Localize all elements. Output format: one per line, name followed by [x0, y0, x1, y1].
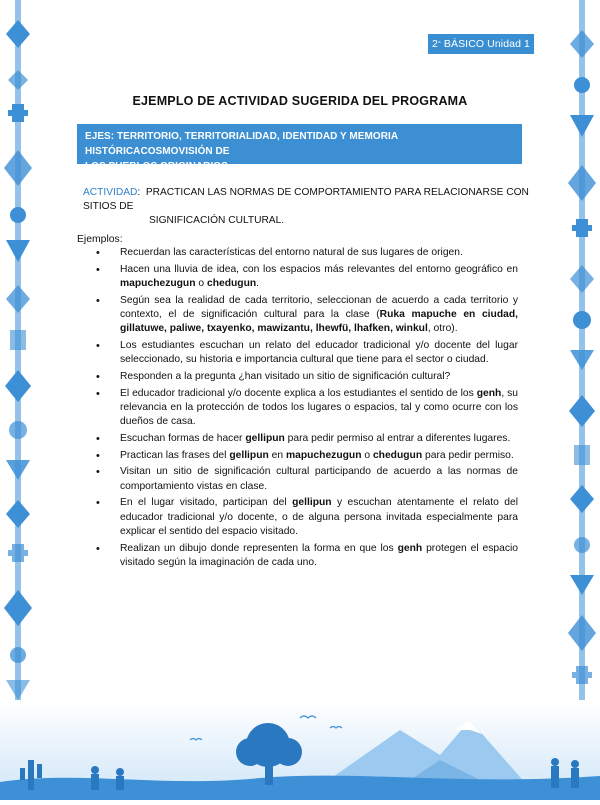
list-item	[96, 370, 518, 384]
item-text: Visitan un sitio de significación cultural participando de acuerdo a las normas de comportamiento vistas en clase.	[120, 466, 518, 492]
page-title: EJEMPLO DE ACTIVIDAD SUGERIDA DEL PROGRAMA	[132, 94, 468, 108]
item-text: para pedir permiso.	[422, 449, 514, 461]
examples-list	[96, 246, 518, 573]
item-text: y escuchan atentamente el relato del educador tradicional y/o docente, o de alguna persona invitada especialmente para explicar el sentido del espacio visitado.	[120, 497, 518, 537]
ejes-line-2: LOS PUEBLOS ORIGINARIOS	[85, 161, 228, 172]
list-item	[96, 465, 518, 494]
item-term: gellipun	[292, 497, 332, 509]
item-text: o	[195, 278, 207, 289]
item-term: genh	[397, 542, 423, 554]
item-term: Ruka mapuche en ciudad, gillatuwe, paliwe, txayenko, mawizantu, lhewfü, lhafken, winkul	[120, 309, 519, 335]
item-text: Según sea la realidad de cada territorio, seleccionan de acuerdo a cada territorio y contexto, el de significación cultural para la clase (	[120, 294, 518, 320]
list-item	[96, 339, 518, 368]
activity-line-1: PRACTICAN LAS NORMAS DE COMPORTAMIENTO PARA RELACIONARSE CON SITIOS DE	[83, 187, 529, 212]
item-term: chedugun	[372, 449, 423, 461]
list-item	[96, 542, 518, 571]
ejes-line-1: EJES: TERRITORIO, TERRITORIALIDAD, IDENTIDAD Y MEMORIA HISTÓRICACOSMOVISIÓN DE	[85, 131, 398, 157]
list-item	[96, 263, 518, 292]
item-term: genh	[476, 387, 502, 399]
item-text: El educador tradicional y/o docente explica a los estudiantes el sentido de los	[120, 387, 477, 399]
item-text: Los estudiantes escuchan un relato del educador tradicional y/o docente del lugar seleccionado, su historia e importancia cultural que tiene para el sector o ciudad.	[120, 340, 518, 366]
item-text: o	[361, 449, 373, 461]
item-text: , otro).	[427, 323, 458, 335]
activity-label: ACTIVIDAD	[83, 187, 138, 198]
item-term: gellipun	[229, 449, 269, 461]
grade-unit-badge	[428, 34, 534, 54]
list-item	[96, 387, 518, 430]
item-text: Recuerdan las características del entorno natural de sus lugares de origen.	[120, 247, 463, 258]
activity-block: ACTIVIDAD: PRACTICAN LAS NORMAS DE COMPORTAMIENTO PARA RELACIONARSE CON SITIOS DE SIGNIFICACIÓN CULTURAL.	[83, 186, 533, 228]
list-item	[96, 449, 518, 463]
badge-text: BÁSICO Unidad 1	[440, 38, 530, 50]
examples-label: Ejemplos:	[77, 234, 123, 245]
item-text: Responden a la pregunta ¿han visitado un sitio de significación cultural?	[120, 371, 451, 382]
badge-degree: °	[437, 40, 441, 48]
item-text: protegen el espacio visitado según la imaginación de cada uno.	[120, 542, 518, 568]
item-text: en	[268, 449, 286, 461]
list-item	[96, 432, 518, 446]
item-text: Realizan un dibujo donde representen la forma en que los	[120, 542, 398, 554]
item-term: chedugun	[206, 278, 257, 289]
item-text: Practican las frases del	[120, 449, 230, 461]
activity-line-2: SIGNIFICACIÓN CULTURAL.	[149, 215, 285, 226]
item-text: , su relevancia en la protección de todos los lugares o espacios, tal y como ocurre con los dueños de casa.	[120, 387, 518, 428]
decorative-footer-landscape	[0, 700, 600, 800]
item-text: Hacen una lluvia de idea, con los espacios más relevantes del entorno geográfico en	[120, 263, 518, 275]
item-term: mapuchezugun	[285, 449, 362, 461]
item-text: Escuchan formas de hacer	[120, 433, 246, 444]
list-item	[96, 496, 518, 539]
item-text: En el lugar visitado, participan del	[120, 497, 293, 509]
item-text: para pedir permiso al entrar a diferentes lugares.	[284, 433, 511, 444]
item-term: gellipun	[245, 433, 285, 444]
item-term: mapuchezugun	[120, 278, 196, 289]
list-item	[96, 294, 518, 337]
list-item	[96, 246, 518, 260]
item-text: .	[256, 278, 260, 289]
ejes-box	[77, 124, 522, 172]
badge-grade: 2	[431, 38, 438, 50]
